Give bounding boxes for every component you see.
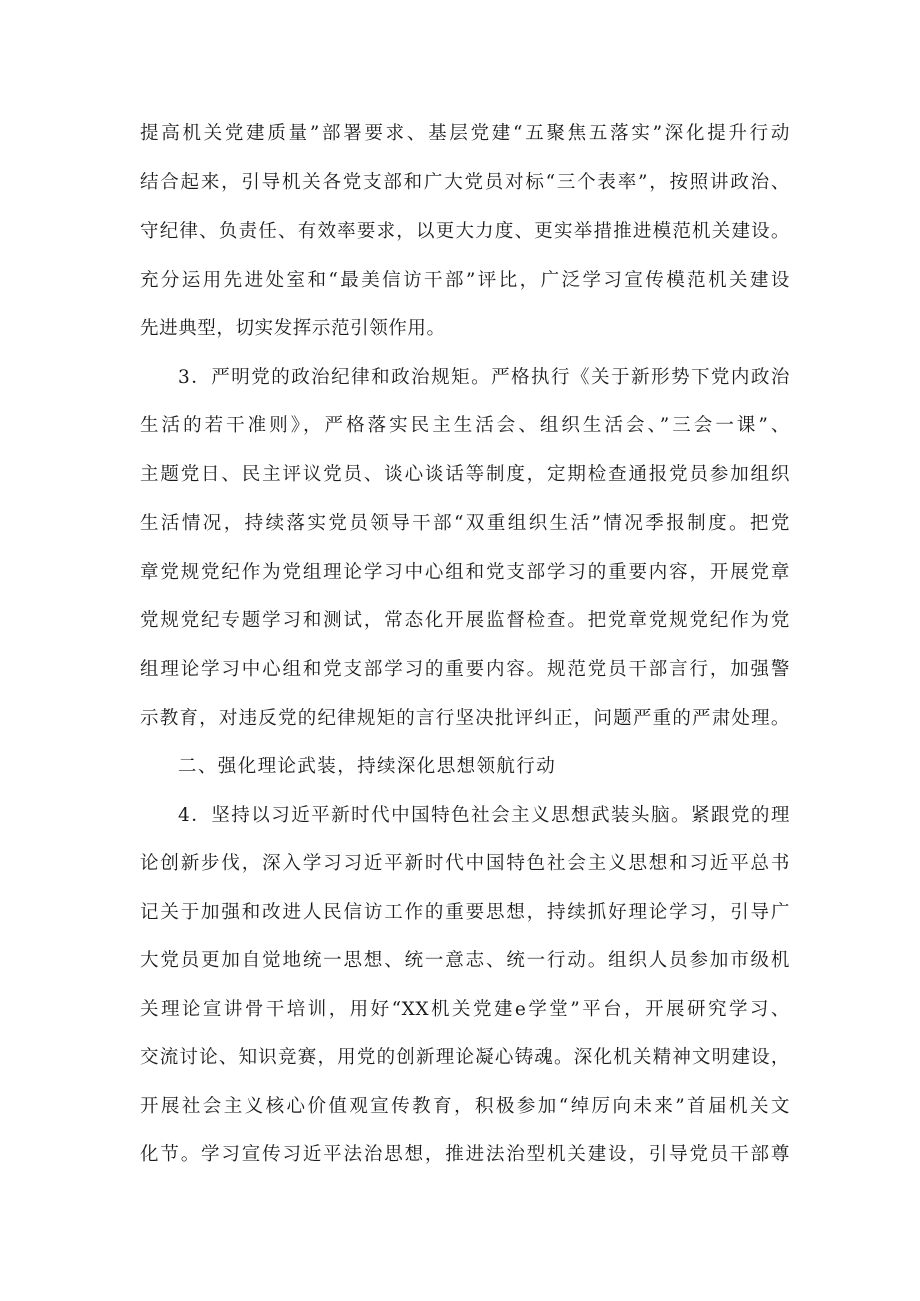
paragraph-1-line-5: 先进典型，切实发挥示范引领作用。 bbox=[140, 318, 446, 339]
paragraph-3-line-3: 记关于加强和改进人民信访工作的重要思想，持续抓好理论学习，引导广 bbox=[140, 902, 790, 923]
paragraph-1-line-2: 结合起来，引导机关各党支部和广大党员对标“三个表率”，按照讲政治、 bbox=[140, 172, 790, 193]
paragraph-2-line-1: 3．严明党的政治纪律和政治规矩。严格执行《关于新形势下党内政治 bbox=[178, 367, 790, 388]
paragraph-3-line-8: 化节。学习宣传习近平法治思想，推进法治型机关建设，引导党员干部尊 bbox=[140, 1144, 790, 1165]
paragraph-1-line-4: 充分运用先进处室和“最美信访干部”评比，广泛学习宣传模范机关建设 bbox=[140, 270, 790, 291]
paragraph-2-line-7: 组理论学习中心组和党支部学习的重要内容。规范党员干部言行，加强警 bbox=[140, 659, 790, 680]
paragraph-3-line-7: 开展社会主义核心价值观宣传教育，积极参加“绰厉向未来”首届机关文 bbox=[140, 1096, 790, 1117]
paragraph-2-line-3: 主题党日、民主评议党员、谈心谈话等制度，定期检查通报党员参加组织 bbox=[140, 464, 790, 485]
paragraph-3-line-6: 交流讨论、知识竞赛，用党的创新理论凝心铸魂。深化机关精神文明建设， bbox=[140, 1047, 790, 1068]
paragraph-3-line-5: 关理论宣讲骨干培训，用好“XX机关党建e学堂”平台，开展研究学习、 bbox=[140, 999, 790, 1020]
paragraph-3-line-2: 论创新步伐，深入学习习近平新时代中国特色社会主义思想和习近平总书 bbox=[140, 853, 790, 874]
paragraph-2-line-8: 示教育，对违反党的纪律规矩的言行坚决批评纠正，问题严重的严肃处理。 bbox=[140, 708, 790, 729]
paragraph-1-line-1: 提高机关党建质量”部署要求、基层党建“五聚焦五落实”深化提升行动 bbox=[140, 123, 790, 144]
paragraph-2-line-6: 党规党纪专题学习和测试，常态化开展监督检查。把党章党规党纪作为党 bbox=[140, 610, 790, 631]
paragraph-3-line-1: 4．坚持以习近平新时代中国特色社会主义思想武装头脑。紧跟党的理 bbox=[178, 805, 790, 826]
paragraph-2-line-2: 生活的若干准则》，严格落实民主生活会、组织生活会、”三会一课”、 bbox=[140, 415, 790, 436]
section-heading: 二、强化理论武装，持续深化思想领航行动 bbox=[178, 756, 557, 777]
paragraph-2-line-5: 章党规党纪作为党组理论学习中心组和党支部学习的重要内容，开展党章 bbox=[140, 562, 790, 583]
paragraph-3-line-4: 大党员更加自觉地统一思想、统一意志、统一行动。组织人员参加市级机 bbox=[140, 950, 790, 971]
paragraph-2-line-4: 生活情况，持续落实党员领导干部“双重组织生活”情况季报制度。把党 bbox=[140, 513, 790, 534]
paragraph-1-line-3: 守纪律、负责任、有效率要求，以更大力度、更实举措推进模范机关建设。 bbox=[140, 221, 790, 242]
